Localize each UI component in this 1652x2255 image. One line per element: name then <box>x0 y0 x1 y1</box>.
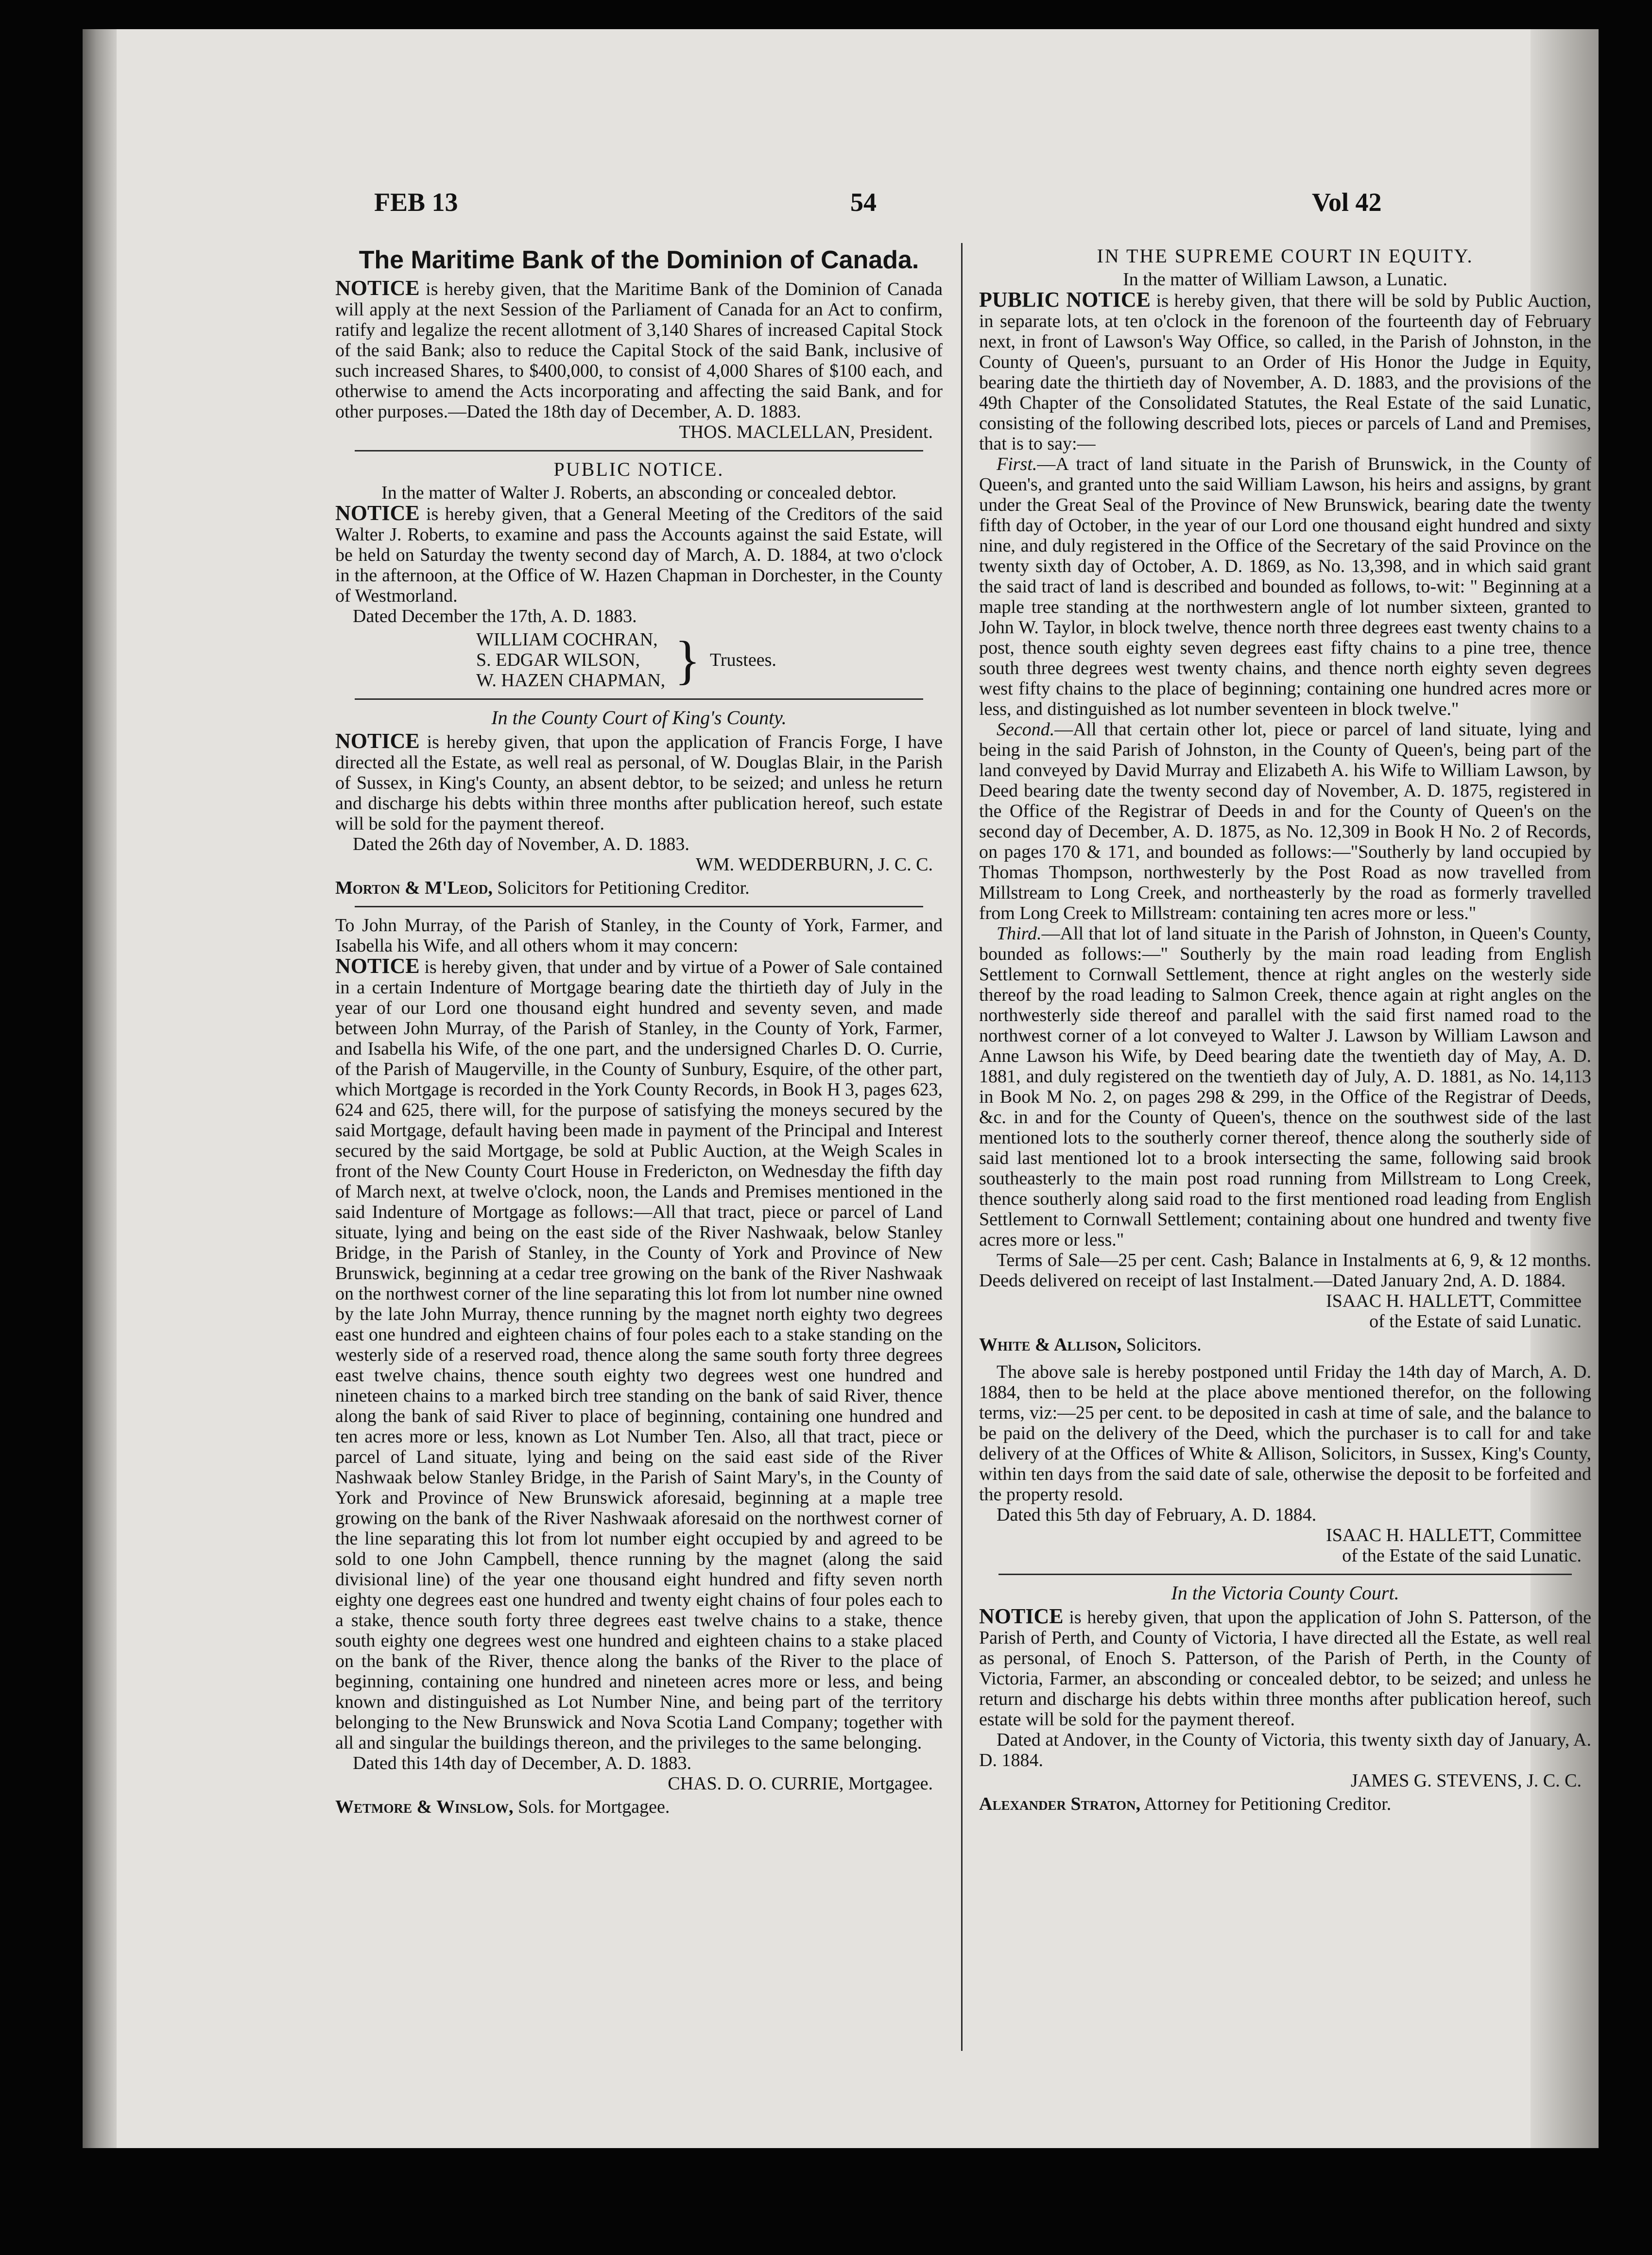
victoria-notice-dated: Dated at Andover, in the County of Victoria, this twenty sixth day of January, A. D. 1884. <box>979 1730 1591 1770</box>
roberts-notice <box>335 459 943 691</box>
lawson-signature-line2: of the Estate of said Lunatic. <box>1369 1311 1582 1332</box>
lawson-notice <box>979 246 1591 1566</box>
kings-county-notice <box>335 708 943 898</box>
attorney-role: Attorney for Petitioning Creditor. <box>1144 1794 1392 1814</box>
lot-text: —All that certain other lot, piece or parcel of land situate, lying and being in the said Parish of Johnston, in the County of Queen's, being part of the land conveyed by David Murray and Elizabeth A. his Wife to William Lawson, by Deed bearing date the twenty second day of November, A. D. 1875, registered in the Office of the Registrar of Deeds in and for the County of Queen's on the second day of December, A. D. 1875, as No. 12,309 in Book H No. 2 of Records, on pages 170 & 171, and bounded as follows:—"Southerly by land occupied by Thomas Thompson, northwesterly by the Post Road as now travelled from Millstream to Long Creek, and northeasterly by the road as formerly travelled from Long Creek to Millstream: containing ten acres more or less." <box>979 719 1591 923</box>
header-date: FEB 13 <box>374 188 458 217</box>
solicitor-role: Solicitors. <box>1126 1335 1202 1355</box>
victoria-notice-body <box>979 1606 1591 1730</box>
notice-lead: NOTICE <box>335 954 420 978</box>
lawson-second-lot <box>979 719 1591 923</box>
notice-lead: NOTICE <box>335 276 420 300</box>
roberts-notice-subtitle: In the matter of Walter J. Roberts, an absconding or concealed debtor. <box>381 483 896 503</box>
kings-notice-solicitors <box>335 878 943 898</box>
trustee-name: W. HAZEN CHAPMAN, <box>476 670 666 691</box>
kings-notice-heading: In the County Court of King's County. <box>491 707 787 729</box>
murray-notice-dated: Dated this 14th day of December, A. D. 1883. <box>353 1753 692 1773</box>
kings-notice-body <box>335 731 943 834</box>
murray-notice-body <box>335 956 943 1753</box>
bank-notice-title: The Maritime Bank of the Dominion of Canada. <box>359 246 919 274</box>
victoria-notice <box>979 1583 1591 1814</box>
kings-notice-signature: WM. WEDDERBURN, J. C. C. <box>695 854 933 875</box>
lawson-notice-title: IN THE SUPREME COURT IN EQUITY. <box>1097 245 1474 267</box>
lot-label: Third. <box>997 923 1042 944</box>
section-rule <box>355 906 923 907</box>
solicitor-role: Sols. for Mortgagee. <box>518 1797 670 1817</box>
section-rule <box>355 450 923 451</box>
trustees-block <box>476 629 913 691</box>
lawson-postponement: The above sale is hereby postponed until Friday the 14th day of March, A. D. 1884, then to be held at the place above mentioned therefor, on the following terms, viz:—25 per cent. to be deposited in cash at time of sale, and the balance to be paid on the delivery of the Deed, which the purchaser is to call for and take delivery of at the Offices of White & Allison, Solicitors, in Sussex, King's County, within ten days from the said date of sale, otherwise the deposit to be forfeited and the property resold. <box>979 1362 1591 1505</box>
roberts-notice-body <box>335 503 943 606</box>
notice-text: is hereby given, that a General Meeting of the Creditors of the said Walter J. Roberts, to examine and pass the Accounts against the said Estate, will be held on Saturday the twenty second day of March, A. D. 1884, at two o'clock in the afternoon, at the Office of W. Hazen Chapman in Dorchester, in the County of Westmorland. <box>335 504 943 606</box>
section-rule <box>998 1574 1572 1575</box>
bank-notice <box>335 247 943 442</box>
lawson-notice-body <box>979 290 1591 454</box>
brace-glyph: } <box>674 630 701 690</box>
roberts-notice-title: PUBLIC NOTICE. <box>553 458 724 480</box>
left-column <box>335 243 943 1824</box>
notice-text: is hereby given, that upon the application of John S. Patterson, of the Parish of Perth, and County of Victoria, I have directed all the Estate, as well real as personal, of Enoch S. Patterson, of the Parish of Perth, in the County of Victoria, Farmer, an absconding or concealed debtor, to be seized; and unless he return and discharge his debts within three months after publication hereof, such estate will be sold for the payment thereof. <box>979 1607 1592 1730</box>
page-header <box>83 187 1599 226</box>
lot-label: First. <box>997 454 1037 474</box>
trustee-name: S. EDGAR WILSON, <box>476 650 640 670</box>
lot-label: Second. <box>997 719 1055 740</box>
trustee-names <box>476 629 665 691</box>
trustees-label: Trustees. <box>709 650 776 670</box>
notice-lead: NOTICE <box>979 1604 1064 1628</box>
lot-text: —A tract of land situate in the Parish of Brunswick, in the County of Queen's, and granted unto the said William Lawson, his heirs and assigns, by grant under the Great Seal of the Province of New Brunswick, bearing date the twenty fifth day of October, in the year of our Lord one thousand eight hundred and sixty nine, and duly registered in the Office of the Secretary of the said Province on the twenty sixth day of October, A. D. 1869, as No. 13,398, and in which said grant the said tract of land is described and bounded as follows, to-wit: " Beginning at a maple tree standing at the northwestern angle of lot number sixteen, granted to John W. Taylor, in block twelve, thence north three degrees east twenty chains to a post, thence south eighty seven degrees east fifty chains to a pine tree, thence south three degrees west twenty chains, and thence north eighty seven degrees west fifty chains to the place of beginning; containing one hundred acres more or less, and distinguished as lot number seventeen in block twelve." <box>979 454 1591 719</box>
bank-notice-body <box>335 278 943 422</box>
notice-lead: NOTICE <box>335 501 420 525</box>
notice-text: is hereby given, that there will be sold by Public Auction, in separate lots, at ten o'clock in the forenoon of the fourteenth day of February next, in front of Lawson's Way Office, so called, in the Parish of Johnston, in the County of Queen's, pursuant to an Order of His Honor the Judge in Equity, bearing date the thirtieth day of November, A. D. 1883, and the provisions of the 49th Chapter of the Consolidated Statutes, the Real Estate of the said Lunatic, consisting of the following described lots, pieces or parcels of Land and Premises, that is to say:— <box>979 291 1592 454</box>
solicitor-name: Wetmore & Winslow, <box>335 1797 514 1817</box>
notice-lead: NOTICE <box>335 729 420 753</box>
lawson-signature-2: ISAAC H. HALLETT, Committee <box>1326 1525 1582 1545</box>
bank-notice-signature: THOS. MACLELLAN, President. <box>679 422 933 442</box>
lawson-signature-2-line2: of the Estate of the said Lunatic. <box>1342 1545 1582 1566</box>
lot-text: —All that lot of land situate in the Parish of Johnston, in Queen's County, bounded as follows:—" Southerly by the main road leading from English Settlement to Cornwall Settlement, thence at right angles on the westerly side thereof by the road leading to Salmon Creek, thence again at right angles on the northwesterly side thereof and parallel with the said first named road to the northwest corner of a lot conveyed to Walter J. Lawson by William Lawson and Anne Lawson his Wife, by Deed bearing date the twentieth day of May, A. D. 1881, and duly registered on the twentieth day of July, A. D. 1881, as No. 14,113 in Book M No. 2, on pages 298 & 299, in the Office of the Registrar of Deeds, &c. in and for the County of Queen's, thence on the southwest side of the last mentioned lots to the southerly corner thereof, thence along the southerly side of said last mentioned lot to a brook intersecting the same, following said brook southeasterly to the main post road running from Millstream to Long Creek, thence southerly along said road to the first mentioned road leading from English Settlement to Cornwall Settlement; containing about one hundred and twenty five acres more or less." <box>979 923 1591 1250</box>
column-divider <box>961 243 963 2051</box>
lawson-notice-subtitle: In the matter of William Lawson, a Lunatic. <box>1123 269 1447 290</box>
victoria-notice-signature: JAMES G. STEVENS, J. C. C. <box>1350 1770 1582 1791</box>
murray-notice <box>335 915 943 1817</box>
header-volume: Vol 42 <box>1312 188 1382 217</box>
newspaper-page <box>83 29 1599 2148</box>
trustee-name: WILLIAM COCHRAN, <box>476 629 658 650</box>
lawson-solicitors <box>979 1335 1591 1355</box>
lawson-terms: Terms of Sale—25 per cent. Cash; Balance in Instalments at 6, 9, & 12 months. Deeds delivered on receipt of last Instalment.—Dated January 2nd, A. D. 1884. <box>979 1250 1591 1291</box>
murray-notice-signature: CHAS. D. O. CURRIE, Mortgagee. <box>668 1773 933 1794</box>
notice-lead: PUBLIC NOTICE <box>979 288 1151 312</box>
lawson-third-lot <box>979 923 1591 1250</box>
header-page-number: 54 <box>850 188 877 217</box>
notice-text: is hereby given, that upon the application of Francis Forge, I have directed all the Estate, as well real as personal, of W. Douglas Blair, in the Parish of Sussex, in King's County, an absent debtor, to be seized; and unless he return and discharge his debts within three months after publication hereof, such estate will be sold for the payment thereof. <box>335 732 943 834</box>
notice-text: is hereby given, that the Maritime Bank of the Dominion of Canada will apply at the next Session of the Parliament of Canada for an Act to confirm, ratify and legalize the recent allotment of 3,140 Shares of increased Capital Stock of the said Bank; also to reduce the Capital Stock of the said Bank, inclusive of such increased Shares, to $400,000, to consist of 4,000 Shares of $100 each, and otherwise to amend the Acts incorporating and affecting the said Bank, and for other purposes.—Dated the 18th day of December, A. D. 1883. <box>335 279 943 422</box>
attorney-name: Alexander Straton, <box>979 1794 1141 1814</box>
roberts-notice-dated: Dated December the 17th, A. D. 1883. <box>353 606 637 626</box>
solicitor-role: Solicitors for Petitioning Creditor. <box>497 878 750 898</box>
victoria-notice-attorney <box>979 1794 1591 1814</box>
lawson-dated-2: Dated this 5th day of February, A. D. 1884. <box>997 1505 1317 1525</box>
murray-notice-solicitors <box>335 1797 943 1817</box>
lawson-signature: ISAAC H. HALLETT, Committee <box>1326 1291 1582 1311</box>
section-rule <box>355 698 923 700</box>
solicitor-name: White & Allison, <box>979 1335 1122 1355</box>
murray-notice-address: To John Murray, of the Parish of Stanley, in the County of York, Farmer, and Isabella his Wife, and all others whom it may concern: <box>335 915 943 956</box>
kings-notice-dated: Dated the 26th day of November, A. D. 1883. <box>353 834 689 854</box>
solicitor-name: Morton & M'Leod, <box>335 878 493 898</box>
victoria-notice-heading: In the Victoria County Court. <box>1171 1582 1399 1604</box>
lawson-first-lot <box>979 454 1591 719</box>
page-shadow-left <box>83 29 117 2148</box>
notice-text: is hereby given, that under and by virtue of a Power of Sale contained in a certain Indenture of Mortgage bearing date the thirtieth day of July in the year of our Lord one thousand eight hundred and seventy seven, and made between John Murray, of the Parish of Stanley, in the County of York, Farmer, and Isabella his Wife, of the one part, and the undersigned Charles D. O. Currie, of the Parish of Maugerville, in the County of Sunbury, Esquire, of the other part, which Mortgage is recorded in the York County Records, in Book H 3, pages 623, 624 and 625, there will, for the purpose of satisfying the moneys secured by the said Mortgage, default having been made in payment of the Principal and Interest secured by the said Mortgage, be sold at Public Auction, at the Weigh Scales in front of the New County Court House in Fredericton, on Wednesday the fifth day of March next, at twelve o'clock, noon, the Lands and Premises mentioned in the said Indenture of Mortgage as follows:—All that tract, piece or parcel of Land situate, lying and being on the east side of the River Nashwaak, below Stanley Bridge, in the Parish of Stanley, in the County of York and Province of New Brunswick, beginning at a cedar tree growing on the bank of the River Nashwaak on the northwest corner of the line separating this lot from lot number nine owned by the late John Murray, thence running by the magnet north eighty two degrees east one hundred and eighteen chains of four poles each to a stake standing on the westerly side of a reserved road, thence along the same south forty three degrees east twelve chains, thence south eighty two degrees west one hundred and nineteen chains to a marked birch tree standing on the bank of said River, thence along the bank of said River to place of beginning, containing one hundred and ten acres more or less, known as Lot Number Ten. Also, all that tract, piece or parcel of Land situate, lying and being on the said east side of the River Nashwaak below Stanley Bridge, in the Parish of Saint Mary's, in the County of York and Province of New Brunswick aforesaid, beginning at a maple tree growing on the bank of the River Nashwaak aforesaid on the northwest corner of the line separating this lot from lot number eight occupied by and agreed to be sold to one John Campbell, thence running by the magnet (along the said divisional line) of the year one thousand eight hundred and fifty seven north eighty one degrees east one hundred and twenty eight chains of four poles each to a stake, thence south forty three degrees east twelve chains to a stake, thence south eighty one degrees west one hundred and eighteen chains to a stake placed on the bank of the River, thence along the banks of the River to the place of beginning, containing one hundred and nineteen acres more or less, and being known and distinguished as Lot Number Nine, and being part of the territory belonging to the New Brunswick and Nova Scotia Land Company; together with all and singular the buildings thereon, and the privileges to the same belonging. <box>335 957 943 1753</box>
right-column <box>979 243 1591 1821</box>
